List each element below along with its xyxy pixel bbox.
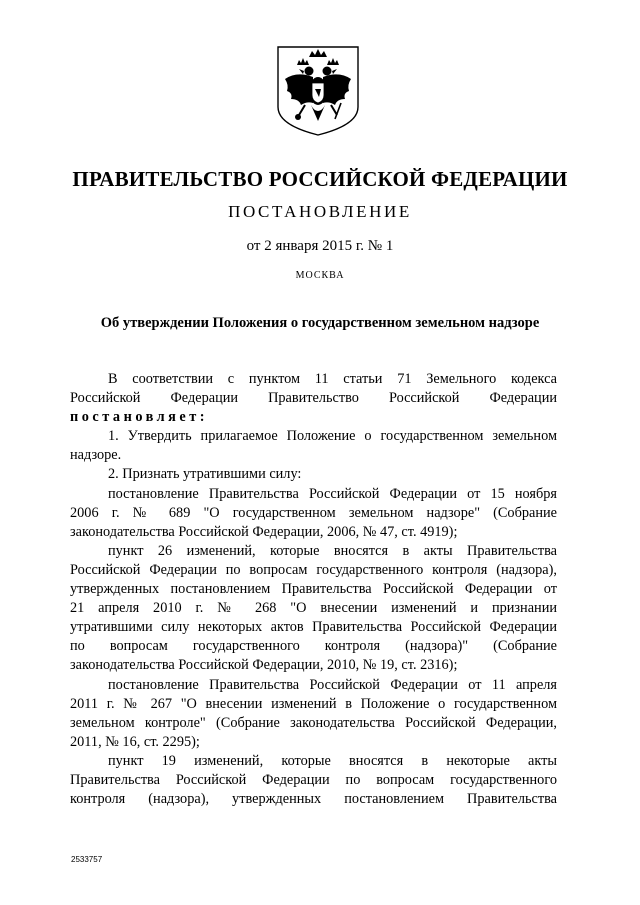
body-line: 21 апреля 2010 г. № 268 "О внесении изменений и признании xyxy=(70,600,557,617)
coat-of-arms-emblem xyxy=(275,45,361,137)
body-line: 2011, № 16, ст. 2295); xyxy=(70,733,200,750)
body-line: контроля (надзора), утвержденных постановлением Правительства xyxy=(70,791,557,808)
body-line: земельном контроле" (Собрание законодательства Российской Федерации, xyxy=(70,714,557,731)
body-line: законодательства Российской Федерации, 2010, № 19, ст. 2316); xyxy=(70,657,458,674)
body-line: 2011 г. № 267 "О внесении изменений в Положение о государственном xyxy=(70,695,557,712)
body-line: законодательства Российской Федерации, 2006, № 47, ст. 4919); xyxy=(70,523,458,540)
body-line: 1. Утвердить прилагаемое Положение о государственном земельном xyxy=(108,428,557,445)
document-number-footer: 2533757 xyxy=(71,855,103,864)
resolves-word: постановляет: xyxy=(70,409,209,426)
body-line: постановление Правительства Российской Федерации от 11 апреля xyxy=(108,676,557,693)
body-line: утвержденных постановлением Правительства Российской Федерации от xyxy=(70,581,557,598)
government-name-heading: ПРАВИТЕЛЬСТВО РОССИЙСКОЙ ФЕДЕРАЦИИ xyxy=(72,167,568,191)
body-line: пункт 26 изменений, которые вносятся в акты Правительства xyxy=(108,542,557,559)
body-line: пункт 19 изменений, которые вносятся в некоторые акты xyxy=(108,752,557,769)
body-line: постановление Правительства Российской Федерации от 15 ноября xyxy=(108,485,557,502)
body-line: 2006 г. № 689 "О государственном земельном надзоре" (Собрание xyxy=(70,504,557,521)
document-type-heading: ПОСТАНОВЛЕНИЕ xyxy=(228,202,412,221)
body-line: утратившими силу некоторых актов Правительства Российской Федерации xyxy=(70,619,557,636)
body-line: Правительства Российской Федерации по вопросам государственного xyxy=(70,771,557,788)
city-name: МОСКВА xyxy=(295,270,345,281)
document-title: Об утверждении Положения о государственном земельном надзоре xyxy=(100,315,540,331)
document-body xyxy=(70,370,557,809)
body-line: надзоре. xyxy=(70,447,122,464)
date-and-number: от 2 января 2015 г. № 1 xyxy=(246,238,394,254)
body-line: 2. Признать утратившими силу: xyxy=(108,466,302,483)
body-line: по вопросам государственного контроля (надзора)" (Собрание xyxy=(70,638,557,655)
body-line: В соответствии с пунктом 11 статьи 71 Земельного кодекса xyxy=(108,371,557,387)
body-line xyxy=(70,408,557,427)
body-line: Российской Федерации Правительство Российской Федерации xyxy=(70,390,557,407)
body-line: Российской Федерации по вопросам государственного контроля (надзора), xyxy=(70,561,557,578)
